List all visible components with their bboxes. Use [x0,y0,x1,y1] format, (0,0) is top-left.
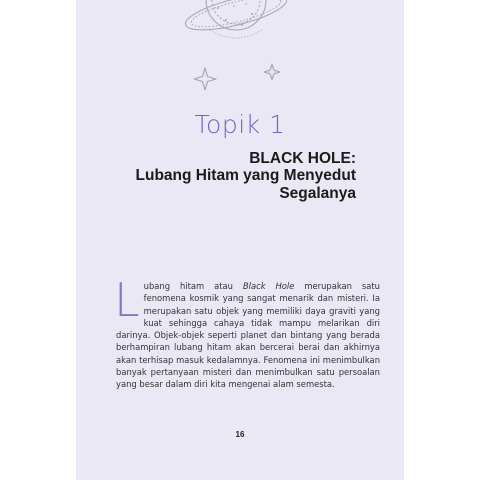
ringed-planet-sparkles-icon [176,0,296,90]
topic-heading: Topik 1 [194,110,286,139]
body-paragraph [114,273,380,391]
body-text-italic: Black Hole [242,281,295,291]
page-number: 16 [235,430,245,439]
chapter-title-line1: BLACK HOLE: [249,150,356,167]
drop-cap: L [114,273,140,327]
chapter-title-line2: Lubang Hitam yang Menyedut Segalanya [135,167,356,202]
body-text-rest: merupakan satu fenomena kosmik yang sangat menarik dan misteri. Ia merupakan satu objek yang memiliki daya graviti yang kuat sehingga cahaya tidak mampu melarikan diri darinya. Objek-objek seperti planet dan bintang yang berada berhampiran lubang hitam akan bercerai berai dan akhirnya akan terhisap masuk kedalamnya. Fenomena ini menimbulkan banyak pertanyaan misteri dan menimbulkan satu persoalan yang besar dalam diri kita mengenai alam semesta. [116,281,380,390]
book-page [76,0,404,480]
body-text-start: ubang hitam atau [143,281,243,291]
